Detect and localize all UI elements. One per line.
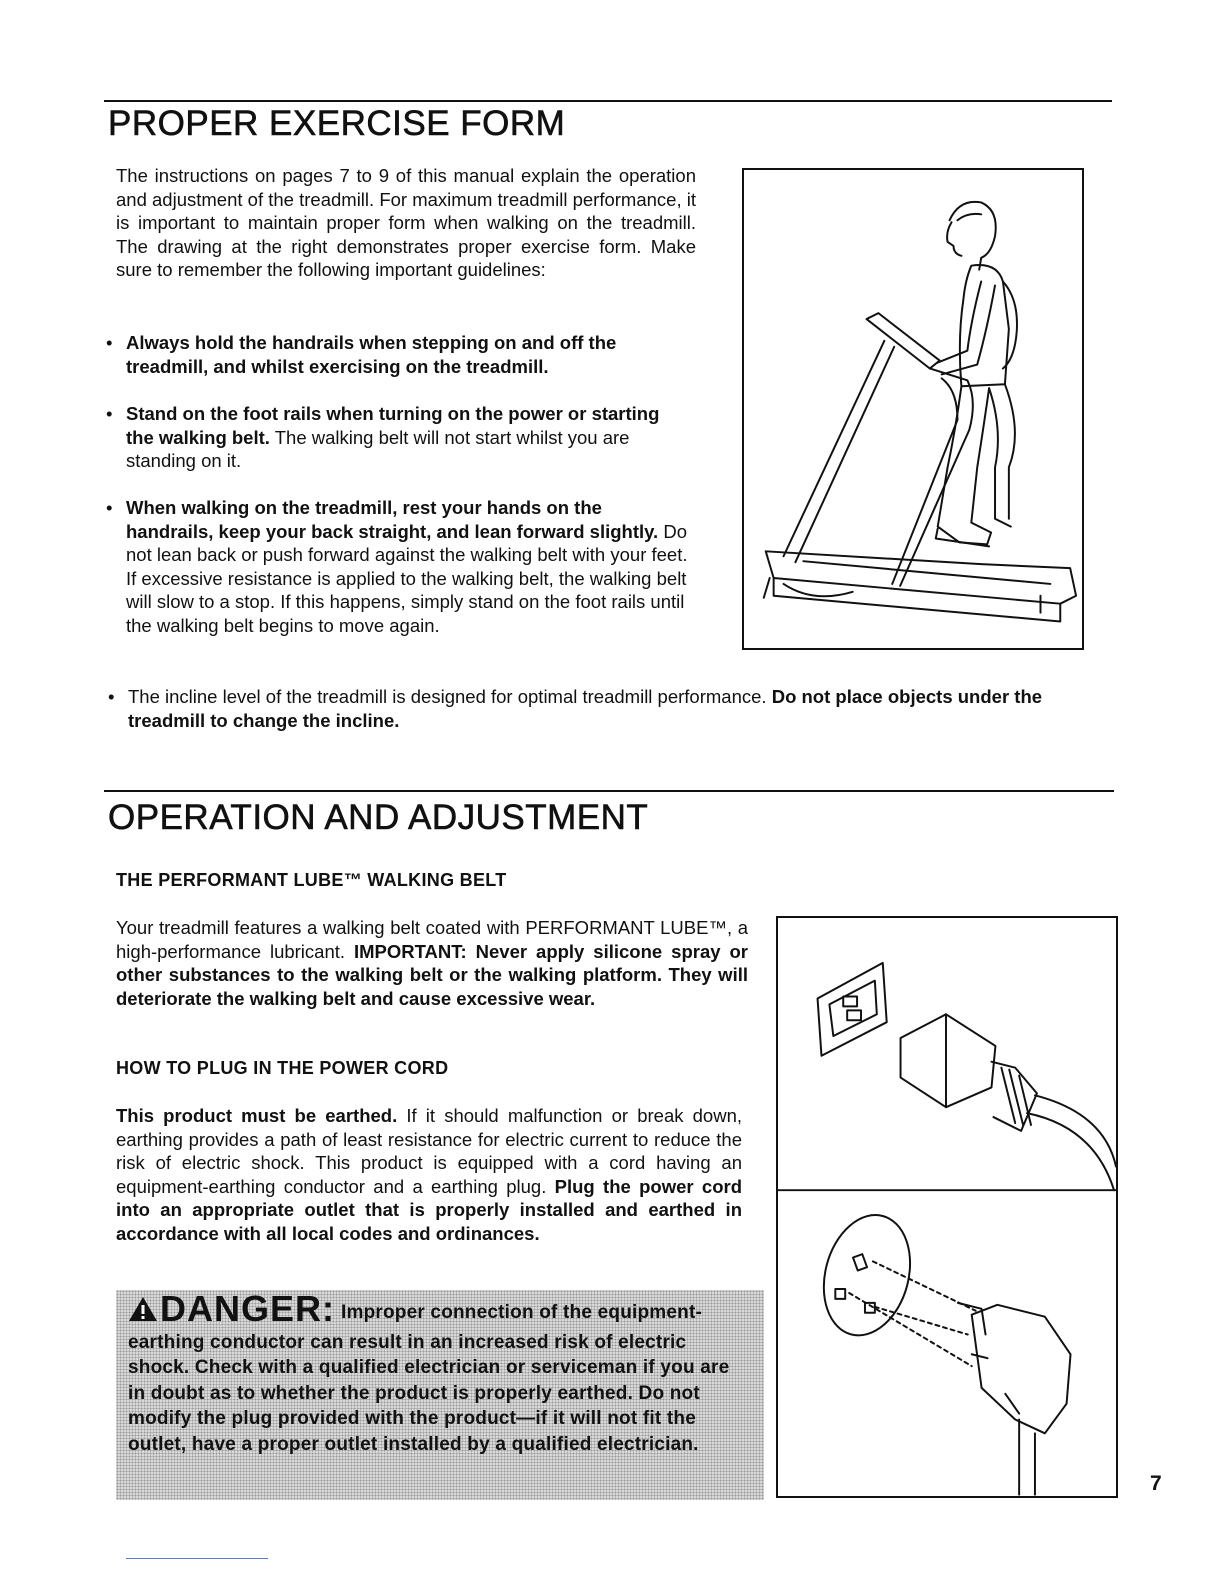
subheading-performant-lube: THE PERFORMANT LUBE™ WALKING BELT — [116, 870, 507, 890]
bullet-2-bold: Stand on the foot rails when turning on the power or starting the walking belt. — [126, 403, 660, 448]
lube-important-warning: IMPORTANT: Never apply silicone spray or other substances to the walking belt or the walking platform. They will deteriorate the walking belt and cause excessive wear. — [116, 940, 748, 1009]
plug-instruction: Plug the power cord into an appropriate outlet that is properly installed and earthed in accordance with all local codes and ordinances. — [116, 1175, 742, 1244]
bullet-1-bold: Always hold the handrails when stepping on and off the treadmill, and whilst exercising on the treadmill. — [126, 332, 617, 377]
guideline-bullet-1 — [106, 331, 686, 378]
danger-warning-box — [116, 1290, 764, 1500]
intro-text: The instructions on pages 7 to 9 of this manual explain the operation and adjustment of the treadmill. For maximum treadmill performance, it is important to maintain proper form when walking on the treadmill. The drawing at the right demonstrates proper exercise form. Make sure to remember the following important guidelines: — [116, 165, 696, 280]
danger-label: DANGER: — [160, 1288, 335, 1329]
bullet-2-text: The walking belt will not start whilst you are standing on it. — [126, 426, 630, 471]
treadmill-exercise-figure — [742, 168, 1084, 650]
warning-triangle-icon — [128, 1296, 158, 1330]
treadmill-walker-illustration — [744, 170, 1082, 648]
power-cord-figure — [776, 916, 1118, 1498]
bullet-4-text: The incline level of the treadmill is designed for optimal treadmill performance. — [128, 686, 772, 707]
performant-lube-paragraph — [116, 916, 748, 1010]
bullet-dot-icon: • — [106, 403, 113, 424]
section-title-proper-exercise-form: PROPER EXERCISE FORM — [108, 104, 566, 143]
power-cord-illustration — [778, 918, 1116, 1496]
guideline-bullet-4 — [108, 685, 1098, 732]
power-cord-paragraph — [116, 1104, 742, 1245]
earthing-explanation: If it should malfunction or break down, earthing provides a path of least resistance for electric current to reduce the risk of electric shock. This product is equipped with a cord having an equipment-earthing conductor and a earthing plug. — [116, 1105, 742, 1197]
guideline-bullet-2 — [106, 402, 686, 473]
lube-text: Your treadmill features a walking belt coated with PERFORMANT LUBE™, a high-performance lubricant. — [116, 917, 748, 962]
bullet-dot-icon: • — [106, 332, 113, 353]
section-title-operation-and-adjustment: OPERATION AND ADJUSTMENT — [108, 798, 649, 837]
guideline-bullet-3 — [106, 496, 692, 637]
intro-paragraph — [116, 164, 696, 282]
danger-text: Improper connection of the equipment-earthing conductor can result in an increased risk of electric shock. Check with a qualified electrician or serviceman if you are in doubt as to whether the product is properly earthed. Do not modify the plug provided with the product—if it will not fit the outlet, have a proper outlet installed by a qualified electrician. — [128, 1302, 730, 1455]
section-rule-middle — [104, 790, 1114, 792]
bullet-dot-icon: • — [108, 686, 115, 707]
subheading-power-cord: HOW TO PLUG IN THE POWER CORD — [116, 1058, 449, 1078]
bullet-4-bold: Do not place objects under the treadmill to change the incline. — [128, 686, 1043, 731]
page-number: 7 — [1150, 1472, 1162, 1495]
footer-line — [126, 1558, 268, 1559]
bullet-3-bold: When walking on the treadmill, rest your hands on the handrails, keep your back straight, and lean forward slightly. — [126, 497, 659, 542]
bullet-3-text: Do not lean back or push forward against the walking belt with your feet. If excessive resistance is applied to the walking belt, the walking belt will slow to a stop. If this happens, simply stand on the foot rails until the walking belt begins to move again. — [126, 520, 688, 636]
bullet-dot-icon: • — [106, 497, 113, 518]
section-rule-top — [104, 100, 1112, 102]
earthed-notice: This product must be earthed. — [116, 1105, 398, 1126]
